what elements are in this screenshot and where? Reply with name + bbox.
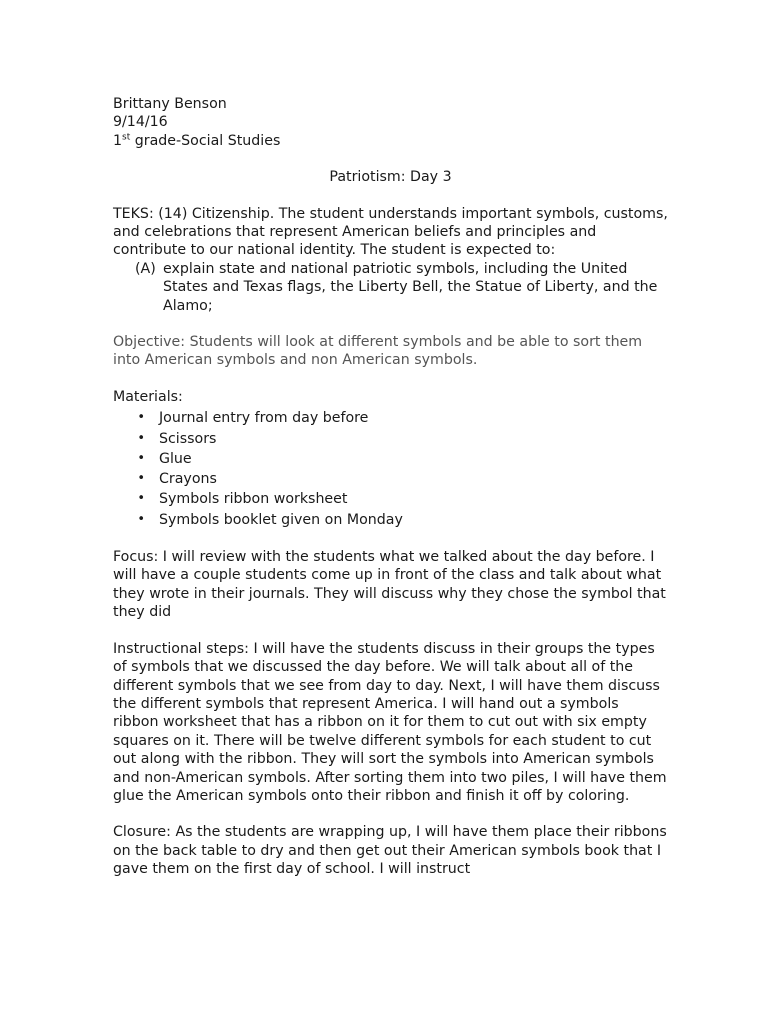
teks-intro: TEKS: (14) Citizenship. The student understands important symbols, customs, and celebrations that represent American beliefs and principles and contribute to our national identity. The student is expected to:: [113, 205, 668, 259]
grade-suffix: st: [122, 132, 131, 143]
spacer: [113, 370, 668, 388]
material-text: Crayons: [159, 471, 217, 488]
teks-item-text: explain state and national patriotic symbols, including the United States and Texas flags, the Liberty Bell, the Statue of Liberty, and the Alamo;: [163, 260, 658, 314]
grade-subject: [113, 132, 668, 150]
material-text: Journal entry from day before: [159, 410, 369, 427]
teks-item: [135, 260, 668, 315]
list-item: [113, 408, 668, 428]
page-title: Patriotism: Day 3: [329, 169, 452, 186]
spacer: [113, 622, 668, 640]
objective-paragraph: Objective: Students will look at different symbols and be able to sort them into American symbols and non American symbols.: [113, 334, 643, 369]
list-item: [113, 510, 668, 530]
lesson-date: 9/14/16: [113, 114, 168, 131]
list-item: [113, 469, 668, 489]
bullet-icon: •: [137, 450, 145, 466]
focus-paragraph: Focus: I will review with the students what we talked about the day before. I will have a couple students come up in front of the class and talk about what they wrote in their journals. They will discuss why they chose the symbol that they did: [113, 549, 666, 621]
teks-item-label: (A): [135, 260, 156, 277]
author-name: Brittany Benson: [113, 96, 227, 112]
material-text: Symbols booklet given on Monday: [159, 511, 403, 528]
instructional-steps-paragraph: Instructional steps: I will have the students discuss in their groups the types of symbols that we discussed the day before. We will talk about all of the different symbols that we see from day to day. Next, I will have them discuss the different symbols that represent America. I will hand out a symbols ribbon worksheet that has a ribbon on it for them to cut out with six empty squares on it. There will be twelve different symbols for each student to cut out along with the ribbon. They will sort the symbols into American symbols and non-American symbols. After sorting them into two piles, I will have them glue the American symbols onto their ribbon and finish it off by coloring.: [113, 640, 667, 804]
material-text: Glue: [159, 450, 192, 467]
spacer: [113, 530, 668, 548]
bullet-icon: •: [137, 430, 145, 446]
bullet-icon: •: [137, 471, 145, 487]
bullet-icon: •: [137, 410, 145, 426]
grade-number: 1: [113, 132, 123, 149]
materials-list: [113, 408, 668, 530]
list-item: [113, 429, 668, 449]
spacer: [113, 315, 668, 333]
materials-heading: Materials:: [113, 388, 183, 405]
spacer: [113, 805, 668, 823]
closure-paragraph: Closure: As the students are wrapping up, I will have them place their ribbons on the back table to dry and then get out their American symbols book that I gave them on the first day of school. I will instruct: [113, 824, 667, 878]
spacer: [113, 187, 668, 205]
material-text: Scissors: [159, 430, 217, 447]
list-item: [113, 449, 668, 469]
material-text: Symbols ribbon worksheet: [159, 491, 348, 508]
bullet-icon: •: [137, 491, 145, 507]
list-item: [113, 489, 668, 509]
spacer: [113, 150, 668, 168]
grade-rest: grade-Social Studies: [130, 132, 281, 149]
bullet-icon: •: [137, 511, 145, 527]
